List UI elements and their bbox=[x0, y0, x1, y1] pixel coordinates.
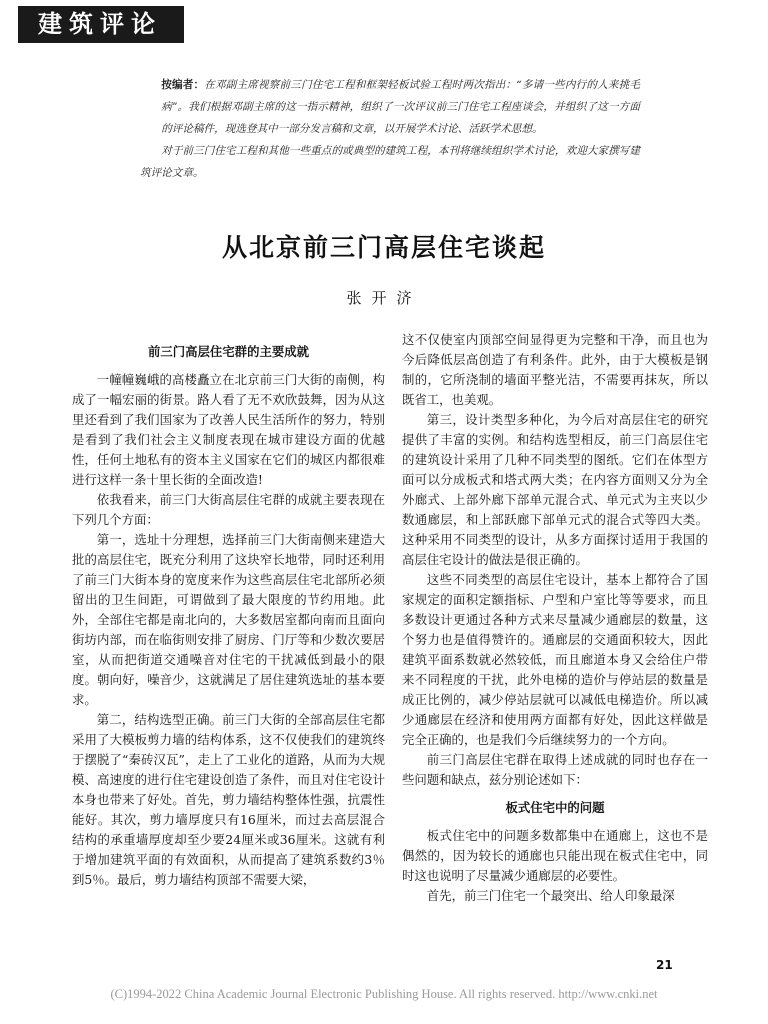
section-label: 建筑评论 bbox=[18, 6, 184, 43]
section-heading: 前三门高层住宅群的主要成就 bbox=[147, 344, 310, 359]
body-paragraph: 首先，前三门住宅一个最突出、给人印象最深 bbox=[426, 888, 675, 903]
body-paragraph: 第三，设计类型多种化，为今后对高层住宅的研究提供了丰富的实例。和结构选型相反，前三门高层住宅的建筑设计采用了几种不同类型的图纸。它们在体型方面可以分成板式和塔式两大类；在内容方面则又分为全外廊式、上部外廊下部单元混合式、单元式为主夹以少数通廊层，和上部跃廊下部单元式的混合式等四大类。这种采用不同类型的设计，从多方面探讨适用于我国的高层住宅设计的做法是很正确的。 bbox=[402, 412, 708, 567]
body-paragraph: 板式住宅中的问题多数都集中在通廊上，这也不是偶然的，因为较长的通廊也只能出现在板式住宅中，同时这也说明了尽量减少通廊层的必要性。 bbox=[402, 828, 708, 883]
editor-note-paragraph bbox=[140, 74, 640, 140]
article-author: 张开济 bbox=[346, 289, 422, 307]
right-column bbox=[402, 330, 708, 906]
left-column bbox=[72, 342, 385, 890]
editor-note-paragraph: 对于前三门住宅工程和其他一些重点的或典型的建筑工程，本刊将继续组织学术讨论，欢迎大家撰写建筑评论文章。 bbox=[140, 145, 640, 179]
body-paragraph: 一幢幢巍峨的高楼矗立在北京前三门大街的南侧，构成了一幅宏丽的街景。路人看了无不欢欣鼓舞，因为从这里还看到了我们国家为了改善人民生活所作的努力，特别是看到了我们社会主义制度表现在城市建设方面的优越性，任何土地私有的资本主义国家在它们的城区内都很难进行这样一条十里长街的全面改造! bbox=[72, 372, 385, 487]
editor-note-lead: 按编者： bbox=[161, 79, 205, 91]
body-paragraph: 第二，结构选型正确。前三门大街的全部高层住宅都采用了大模板剪力墙的结构体系，这不仅使我们的建筑终于摆脱了“秦砖汉瓦”，走上了工业化的道路，从而为大规模、高速度的进行住宅建设创造了条件，而且对住宅设计本身也带来了好处。首先，剪力墙结构整体性强，抗震性能好。其次，剪力墙厚度只有16厘米，而过去高层混合结构的承重墙厚度却至少要24厘米或36厘米。这就有利于增加建筑平面的有效面积，从而提高了建筑系数约3％到5％。最后，剪力墙结构顶部不需要大梁， bbox=[72, 712, 385, 887]
body-paragraph: 第一，选址十分理想，选择前三门大街南侧来建造大批的高层住宅，既充分利用了这块窄长地带，同时还利用了前三门大街本身的宽度来作为这些高层住宅北部所必须留出的卫生间距，可谓做到了最大限度的节约用地。此外，全部住宅都是南北向的，大多数居室都向南而且面向街坊内部，而在临街则安排了厨房、门厅等和少数次要居室，从而把街道交通噪音对住宅的干扰减低到最小的限度。朝向好，噪音少，这就满足了居住建筑选址的基本要求。 bbox=[72, 532, 385, 707]
copyright-footer: (C)1994-2022 China Academic Journal Electronic Publishing House. All rights reserved. http://www.cnki.net bbox=[110, 987, 658, 1001]
body-paragraph: 依我看来，前三门大街高层住宅群的成就主要表现在下列几个方面： bbox=[72, 492, 385, 527]
section-heading: 板式住宅中的问题 bbox=[505, 800, 605, 815]
article-title: 从北京前三门高层住宅谈起 bbox=[221, 233, 546, 262]
body-paragraph: 这些不同类型的高层住宅设计，基本上都符合了国家规定的面积定额指标、户型和户室比等等要求，而且多数设计更通过各种方式来尽量减少通廊层的数量，这个努力也是值得赞许的。通廊层的交通面积较大，因此建筑平面系数就必然较低，而且廊道本身又会给住户带来不同程度的干扰，此外电梯的造价与停站层的数量是成正比例的，减少停站层就可以减低电梯造价。所以减少通廊层在经济和使用两方面都有好处，因此这样做是完全正确的，也是我们今后继续努力的一个方向。 bbox=[402, 572, 708, 747]
body-paragraph: 前三门高层住宅群在取得上述成就的同时也存在一些问题和缺点，兹分别论述如下： bbox=[402, 752, 708, 787]
editor-note bbox=[140, 74, 640, 184]
editor-note-text: 在邓副主席视察前三门住宅工程和框架轻板试验工程时两次指出：“多请一些内行的人来挑毛病”。我们根据邓副主席的这一指示精神，组织了一次评议前三门住宅工程座谈会，并组织了这一方面的评论稿件，现选登其中一部分发言稿和文章，以开展学术讨论、活跃学术思想。 bbox=[161, 79, 641, 135]
page-number: 21 bbox=[656, 958, 673, 972]
body-paragraph-continued: 这不仅使室内顶部空间显得更为完整和干净，而且也为今后降低层高创造了有利条件。此外，由于大模板是钢制的，它所浇制的墙面平整光洁，不需要再抹灰，所以既省工，也美观。 bbox=[402, 332, 708, 407]
